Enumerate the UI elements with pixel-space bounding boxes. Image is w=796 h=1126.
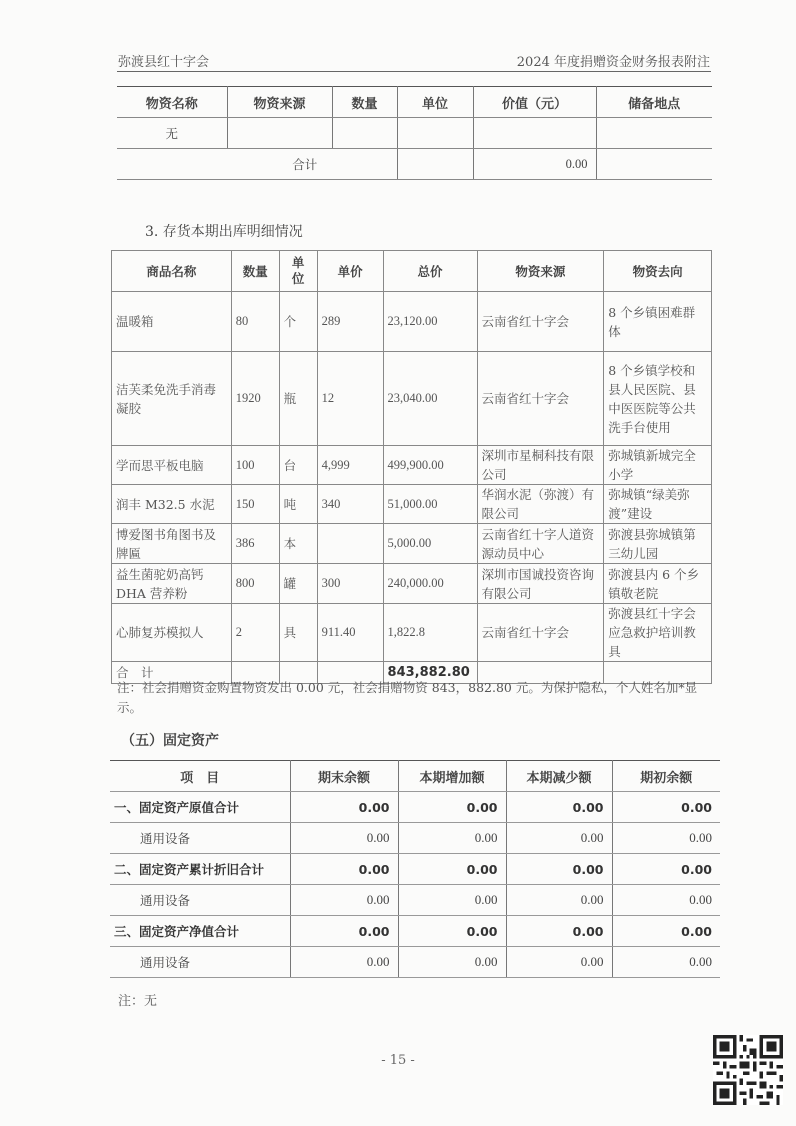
- table-cell: 4,999: [317, 446, 383, 485]
- table-cell: 386: [231, 524, 279, 564]
- table-row: [110, 823, 720, 854]
- table-cell: 23,040.00: [383, 352, 477, 446]
- total-label: 合计: [117, 149, 397, 180]
- table-cell: 911.40: [317, 604, 383, 662]
- table-cell: 弥城镇新城完全小学: [604, 446, 712, 485]
- table-cell: 0.00: [506, 854, 612, 885]
- table-cell: 弥城镇“绿美弥渡”建设: [604, 485, 712, 524]
- table-cell: 云南省红十字会: [477, 292, 604, 352]
- table-cell: 弥渡县红十字会应急救护培训教具: [604, 604, 712, 662]
- table-header-row: [112, 251, 712, 292]
- column-header: 物资去向: [604, 251, 712, 292]
- table-row: [110, 885, 720, 916]
- table-cell: 0.00: [506, 947, 612, 978]
- table-note: 注：社会捐赠资金购置物资发出 0.00 元，社会捐赠物资 843，882.80 元。为保护隐私，个人姓名加*显示。: [117, 680, 698, 715]
- table-cell: [397, 149, 473, 180]
- table-cell: 5,000.00: [383, 524, 477, 564]
- table-cell: 润丰 M32.5 水泥: [112, 485, 232, 524]
- column-header: 本期减少额: [506, 761, 612, 792]
- table-row: [110, 947, 720, 978]
- column-header: 数量: [231, 251, 279, 292]
- table-cell: 深圳市国诚投资咨询有限公司: [477, 564, 604, 604]
- total-label: 合 计: [112, 662, 232, 684]
- header-rule: [117, 71, 711, 72]
- column-header: 期初余额: [612, 761, 720, 792]
- column-header: 单价: [317, 251, 383, 292]
- table-cell: 0.00: [290, 885, 398, 916]
- table-cell: 0.00: [506, 823, 612, 854]
- table-cell: 800: [231, 564, 279, 604]
- table-cell: 0.00: [506, 916, 612, 947]
- table-cell: 罐: [279, 564, 317, 604]
- table-header-row: [110, 761, 720, 792]
- table-cell: [596, 149, 712, 180]
- table-cell: 温暖箱: [112, 292, 232, 352]
- table-cell: 心肺复苏模拟人: [112, 604, 232, 662]
- table-cell: 0.00: [398, 916, 506, 947]
- column-header: 物资来源: [227, 87, 332, 118]
- table-cell: 云南省红十字会: [477, 604, 604, 662]
- column-header: 数量: [332, 87, 397, 118]
- table-cell: 300: [317, 564, 383, 604]
- column-header: 物资名称: [117, 87, 227, 118]
- table-cell: 云南省红十字会: [477, 352, 604, 446]
- table-cell: 个: [279, 292, 317, 352]
- table-note: 注：无: [118, 994, 158, 1009]
- table-cell: 云南省红十字人道资源动员中心: [477, 524, 604, 564]
- table-cell: 0.00: [612, 885, 720, 916]
- table-row: [112, 564, 712, 604]
- table-cell: 学而思平板电脑: [112, 446, 232, 485]
- column-header: 本期增加额: [398, 761, 506, 792]
- table-cell: 8 个乡镇学校和县人民医院、县中医医院等公共洗手台使用: [604, 352, 712, 446]
- row-label: 通用设备: [110, 947, 290, 978]
- total-value: 843,882.80: [383, 662, 477, 684]
- table-cell: 0.00: [290, 916, 398, 947]
- table-cell: [332, 118, 397, 149]
- table-cell: 华润水泥（弥渡）有限公司: [477, 485, 604, 524]
- table-row: [112, 352, 712, 446]
- table-cell: 0.00: [398, 823, 506, 854]
- table-cell: 289: [317, 292, 383, 352]
- table-cell: 弥渡县内 6 个乡镇敬老院: [604, 564, 712, 604]
- total-value: 0.00: [473, 149, 596, 180]
- section-title: 3. 存货本期出库明细情况: [145, 224, 303, 240]
- table-row: [112, 292, 712, 352]
- section-title: （五）固定资产: [121, 733, 219, 749]
- table-cell: 0.00: [290, 854, 398, 885]
- table-cell: 80: [231, 292, 279, 352]
- column-header: 期末余额: [290, 761, 398, 792]
- total-row: [117, 149, 712, 180]
- table-cell: [397, 118, 473, 149]
- row-label: 通用设备: [110, 823, 290, 854]
- table-cell: 本: [279, 524, 317, 564]
- row-label: 一、固定资产原值合计: [110, 792, 290, 823]
- table-cell: 1,822.8: [383, 604, 477, 662]
- table-cell: 0.00: [290, 792, 398, 823]
- table-row: [110, 854, 720, 885]
- table-row: [110, 792, 720, 823]
- column-header: 物资来源: [477, 251, 604, 292]
- table-cell: 100: [231, 446, 279, 485]
- column-header: 单位: [397, 87, 473, 118]
- column-header: 单位: [279, 251, 317, 292]
- table-cell: 8 个乡镇困难群体: [604, 292, 712, 352]
- table-cell: 吨: [279, 485, 317, 524]
- row-label: 通用设备: [110, 885, 290, 916]
- header-title: 2024 年度捐赠资金财务报表附注: [516, 55, 710, 70]
- table-cell: 0.00: [398, 947, 506, 978]
- table-cell: 499,900.00: [383, 446, 477, 485]
- table-cell: [317, 524, 383, 564]
- table-cell: 瓶: [279, 352, 317, 446]
- reserve-goods-table: [117, 86, 712, 180]
- table-cell: 1920: [231, 352, 279, 446]
- row-label: 三、固定资产净值合计: [110, 916, 290, 947]
- table-cell: 台: [279, 446, 317, 485]
- column-header: 储备地点: [596, 87, 712, 118]
- table-cell: 0.00: [290, 947, 398, 978]
- table-cell: 博爱图书角图书及牌匾: [112, 524, 232, 564]
- row-label: 二、固定资产累计折旧合计: [110, 854, 290, 885]
- table-row: [112, 446, 712, 485]
- table-cell: 0.00: [612, 947, 720, 978]
- table-cell: 益生菌驼奶高钙DHA 营养粉: [112, 564, 232, 604]
- table-cell: 51,000.00: [383, 485, 477, 524]
- table-cell: 0.00: [398, 885, 506, 916]
- table-cell: 具: [279, 604, 317, 662]
- table-cell: 340: [317, 485, 383, 524]
- table-row: [110, 916, 720, 947]
- table-cell: 2: [231, 604, 279, 662]
- table-cell: 0.00: [398, 792, 506, 823]
- table-cell: 0.00: [612, 792, 720, 823]
- table-cell: 0.00: [506, 885, 612, 916]
- column-header: 价值（元）: [473, 87, 596, 118]
- table-cell: [473, 118, 596, 149]
- table-cell: 0.00: [612, 854, 720, 885]
- table-row: [112, 524, 712, 564]
- header-org: 弥渡县红十字会: [118, 55, 210, 70]
- fixed-assets-table: [110, 760, 720, 978]
- table-cell: 240,000.00: [383, 564, 477, 604]
- table-cell: 0.00: [612, 916, 720, 947]
- page-number: - 15 -: [381, 1053, 415, 1068]
- table-cell: 洁芙柔免洗手消毒凝胶: [112, 352, 232, 446]
- table-cell: 无: [117, 118, 227, 149]
- table-row: [112, 604, 712, 662]
- column-header: 总价: [383, 251, 477, 292]
- table-cell: 0.00: [506, 792, 612, 823]
- outbound-goods-table: [111, 250, 712, 684]
- table-cell: 深圳市星桐科技有限公司: [477, 446, 604, 485]
- table-cell: 0.00: [612, 823, 720, 854]
- table-cell: 150: [231, 485, 279, 524]
- column-header: 项 目: [110, 761, 290, 792]
- table-cell: 弥渡县弥城镇第三幼儿园: [604, 524, 712, 564]
- qr-code-icon: [713, 1035, 783, 1105]
- table-cell: 0.00: [290, 823, 398, 854]
- table-header-row: [117, 87, 712, 118]
- table-cell: 23,120.00: [383, 292, 477, 352]
- table-row: [112, 485, 712, 524]
- table-cell: 0.00: [398, 854, 506, 885]
- table-cell: 12: [317, 352, 383, 446]
- column-header: 商品名称: [112, 251, 232, 292]
- table-row: [117, 118, 712, 149]
- table-cell: [227, 118, 332, 149]
- table-cell: [596, 118, 712, 149]
